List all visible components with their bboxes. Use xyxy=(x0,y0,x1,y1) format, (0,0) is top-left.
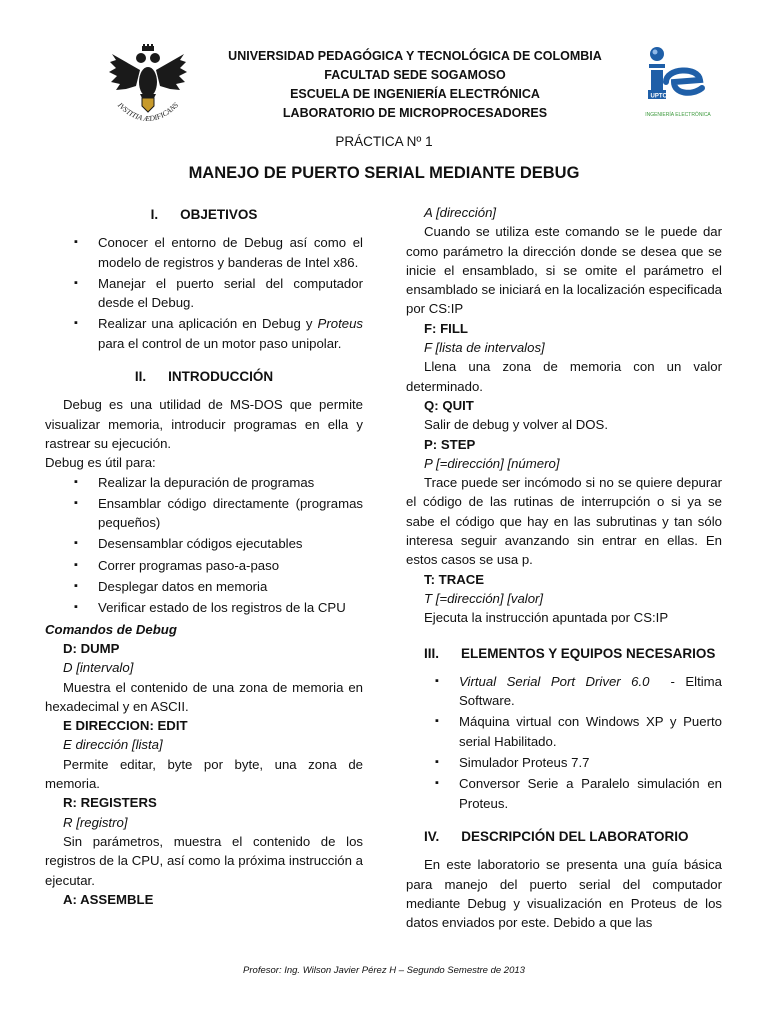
command-edit-syntax: E dirección [lista] xyxy=(63,737,163,753)
command-dump-title: D: DUMP xyxy=(63,640,120,656)
right-column xyxy=(406,203,726,932)
command-fill-description: Llena una zona de memoria con un valor determinado. xyxy=(406,359,722,394)
command-assemble-title: A: ASSEMBLE xyxy=(63,891,154,907)
intro-paragraph: Debug es una utilidad de MS-DOS que permite visualizar memoria, introducir programas en ella y rastrear su ejecución. xyxy=(45,397,363,451)
command-assemble-description: Cuando se utiliza este comando se le puede dar como parámetro la dirección donde se desea que se inicie el ensamblado, si se omite el parámetro el ensamblado se iniciará en la localización especificada por CS:IP xyxy=(406,224,722,317)
list-item xyxy=(45,314,363,353)
section-heading-descripcion xyxy=(406,827,722,846)
item-emphasis: Proteus xyxy=(317,316,363,332)
command-step-description: Trace puede ser incómodo si no se quiere depurar el código de las rutinas de interrupción o si ya se sabe el código que hay en las subrutinas y tan sólo interesa seguir avanzando sin entrar en ellas. En estos casos se usa p. xyxy=(406,475,722,568)
laboratory-name: LABORATORIO DE MICROPROCESADORES xyxy=(282,106,548,120)
command-edit-title: E DIRECCION: EDIT xyxy=(63,718,188,734)
command-step-syntax: P [=dirección] [número] xyxy=(424,455,560,471)
command-trace-title: T: TRACE xyxy=(424,571,485,587)
department-caption: INGENIERÍA ELECTRÓNICA xyxy=(645,112,711,118)
command-trace-description: Ejecuta la instrucción apuntada por CS:IP xyxy=(424,610,669,626)
command-quit-title: Q: QUIT xyxy=(424,397,474,413)
section-number: II. xyxy=(134,369,147,385)
university-name: UNIVERSIDAD PEDAGÓGICA Y TECNOLÓGICA DE COLOMBIA xyxy=(228,49,602,63)
ie-department-logo xyxy=(640,44,716,124)
command-trace-syntax: T [=dirección] [valor] xyxy=(424,590,544,606)
section-heading-introduccion xyxy=(45,367,363,386)
command-fill-syntax: F [lista de intervalos] xyxy=(424,340,545,356)
section-heading-objetivos xyxy=(45,205,363,224)
page-header xyxy=(0,44,768,124)
description-paragraph: En este laboratorio se presenta una guía básica para manejo del puerto serial del computador mediante Debug y visualización en Proteus de los datos enviados por este. Debido a que las xyxy=(406,857,722,931)
debug-uses-list xyxy=(45,473,363,618)
list-item: ▪ Manejar el puerto serial del computador desde el Debug. xyxy=(45,274,363,313)
command-edit-description: Permite editar, byte por byte, una zona de memoria. xyxy=(45,756,363,792)
intro-uses-label: Debug es útil para: xyxy=(45,455,156,471)
command-assemble-syntax: A [dirección] xyxy=(424,205,497,220)
command-dump-syntax: D [intervalo] xyxy=(63,660,134,676)
section-number: III. xyxy=(424,645,440,661)
eagle-crest-icon xyxy=(106,44,190,130)
command-dump-description: Muestra el contenido de una zona de memoria en hexadecimal y en ASCII. xyxy=(45,679,363,714)
list-item: ▪ Verificar estado de los registros de la CPU xyxy=(45,598,363,617)
list-item: ▪ Conocer el entorno de Debug así como el modelo de registros y banderas de Intel x86. xyxy=(45,233,363,272)
command-registers-description: Sin parámetros, muestra el contenido de los registros de la CPU, así como la próxima instrucción a ejecutar. xyxy=(45,833,363,888)
item-text: - Eltima Software. xyxy=(459,673,726,709)
equipment-list xyxy=(406,672,726,813)
section-title: OBJETIVOS xyxy=(180,207,258,222)
section-title: DESCRIPCIÓN DEL LABORATORIO xyxy=(461,828,689,844)
list-item: ▪ Ensamblar código directamente (programas pequeños) xyxy=(45,494,363,533)
list-item: ▪ Correr programas paso-a-paso xyxy=(45,556,363,575)
command-step-title: P: STEP xyxy=(424,436,476,452)
list-item: ▪ Conversor Serie a Paralelo simulación en Proteus. xyxy=(406,774,722,813)
item-text: para el control de un motor paso unipolar. xyxy=(98,335,342,351)
document-title: MANEJO DE PUERTO SERIAL MEDIANTE DEBUG xyxy=(188,164,580,182)
left-column xyxy=(45,204,363,909)
school-name: ESCUELA DE INGENIERÍA ELECTRÓNICA xyxy=(290,87,540,101)
university-seal-logo xyxy=(106,44,190,130)
commands-subheading: Comandos de Debug xyxy=(45,621,177,637)
command-quit-description: Salir de debug y volver al DOS. xyxy=(424,417,608,433)
faculty-name: FACULTAD SEDE SOGAMOSO xyxy=(324,68,506,82)
list-item: ▪ Desensamblar códigos ejecutables xyxy=(45,534,363,553)
uptc-badge-text: UPTC xyxy=(650,93,667,100)
list-item: ▪ Simulador Proteus 7.7 xyxy=(406,753,722,772)
institution-heading xyxy=(190,47,640,123)
objectives-list xyxy=(45,233,363,353)
seal-motto: IVSTITIA ÆDIFICANS xyxy=(116,100,180,124)
item-emphasis: Virtual Serial Port Driver 6.0 xyxy=(459,673,650,689)
list-item: ▪ Realizar la depuración de programas xyxy=(45,473,363,492)
command-registers-title: R: REGISTERS xyxy=(63,795,157,811)
command-fill-title: F: FILL xyxy=(424,320,468,336)
page-footer: Profesor: Ing. Wilson Javier Pérez H – Segundo Semestre de 2013 xyxy=(243,965,525,976)
section-number: IV. xyxy=(424,828,440,844)
section-heading-elementos xyxy=(406,644,722,663)
section-number: I. xyxy=(150,207,159,222)
section-title: ELEMENTOS Y EQUIPOS NECESARIOS xyxy=(461,645,716,661)
list-item: ▪ Máquina virtual con Windows XP y Puerto serial Habilitado. xyxy=(406,712,722,751)
section-title: INTRODUCCIÓN xyxy=(168,369,274,385)
command-registers-syntax: R [registro] xyxy=(63,814,128,830)
list-item: ▪ Desplegar datos en memoria xyxy=(45,577,363,596)
practice-number: PRÁCTICA Nº 1 xyxy=(335,134,433,149)
list-item xyxy=(406,672,726,711)
ie-logo-icon xyxy=(640,44,716,124)
item-text: Realizar una aplicación en Debug y xyxy=(98,316,318,332)
